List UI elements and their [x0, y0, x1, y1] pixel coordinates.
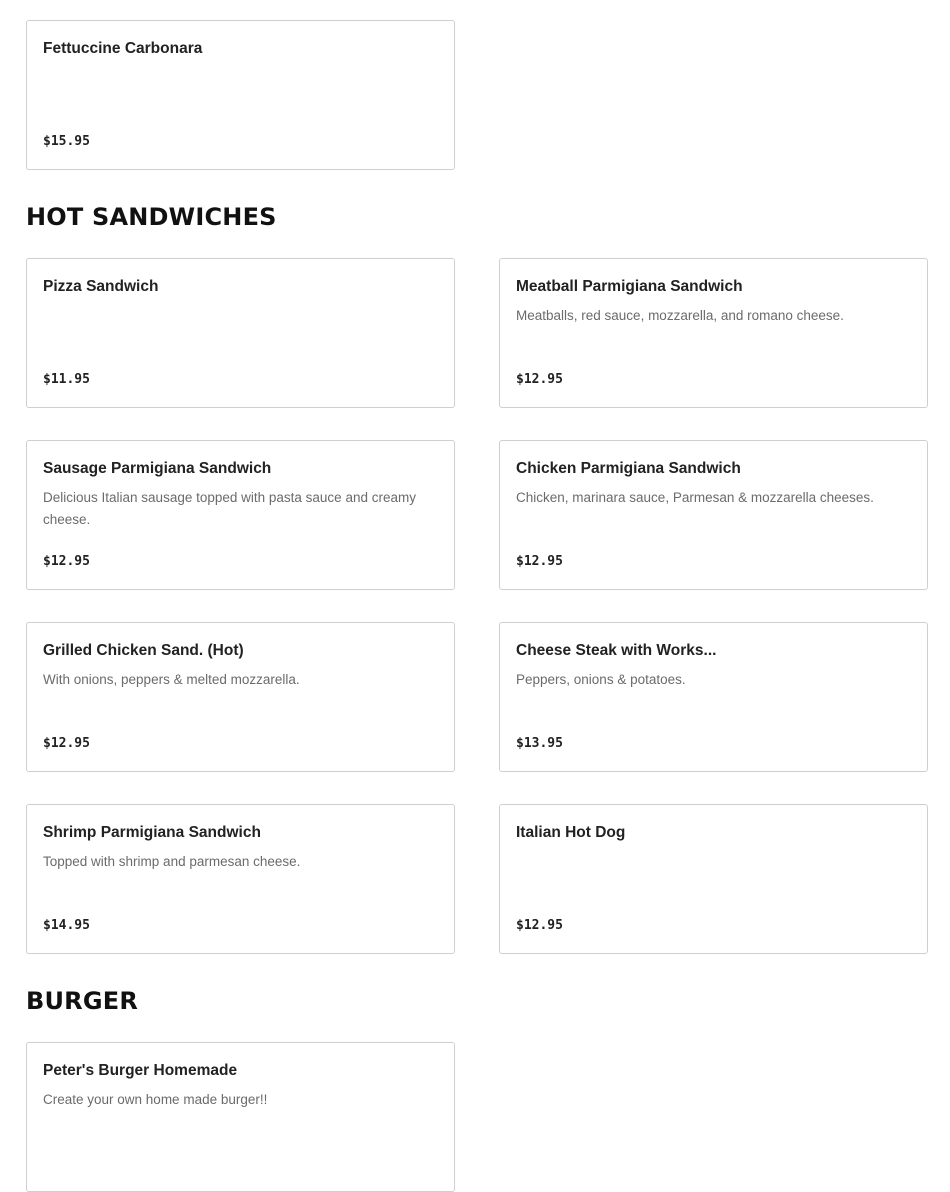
menu-item-price: $15.95	[43, 134, 90, 149]
menu-item-name: Pizza Sandwich	[43, 278, 159, 295]
menu-item-card[interactable]	[26, 20, 455, 170]
menu-item-card[interactable]	[26, 440, 455, 590]
menu-item-card[interactable]	[499, 258, 928, 408]
menu-item-price: $11.95	[43, 372, 90, 387]
section-title-burger: BURGER	[26, 987, 139, 1015]
menu-item-card[interactable]	[26, 804, 455, 954]
menu-item-name: Peter's Burger Homemade	[43, 1062, 238, 1079]
menu-item-price: $12.95	[516, 554, 563, 569]
menu-item-card[interactable]	[26, 622, 455, 772]
menu-item-card[interactable]	[26, 1042, 455, 1192]
menu-item-name: Meatball Parmigiana Sandwich	[516, 278, 743, 295]
menu-item-name: Cheese Steak with Works...	[516, 642, 717, 659]
menu-item-description: Topped with shrimp and parmesan cheese.	[43, 854, 301, 869]
menu-item-description: Meatballs, red sauce, mozzarella, and romano cheese.	[516, 308, 844, 323]
menu-item-price: $12.95	[516, 372, 563, 387]
menu-item-name: Italian Hot Dog	[516, 824, 626, 841]
menu-item-price: $12.95	[516, 918, 563, 933]
menu-item-name: Chicken Parmigiana Sandwich	[516, 460, 741, 477]
menu-item-description: With onions, peppers & melted mozzarella.	[43, 672, 300, 687]
menu-item-card[interactable]	[26, 258, 455, 408]
menu-item-card[interactable]	[499, 440, 928, 590]
menu-item-price: $13.95	[516, 736, 563, 751]
menu-item-name: Fettuccine Carbonara	[43, 40, 203, 57]
menu-item-price: $12.95	[43, 554, 90, 569]
menu-item-description: Peppers, onions & potatoes.	[516, 672, 686, 687]
menu-item-name: Shrimp Parmigiana Sandwich	[43, 824, 261, 841]
menu-item-card[interactable]	[499, 622, 928, 772]
menu-item-price: $14.95	[43, 918, 90, 933]
menu-item-description: Delicious Italian sausage topped with pasta sauce and creamy cheese.	[43, 490, 416, 527]
menu-item-description: Chicken, marinara sauce, Parmesan & mozzarella cheeses.	[516, 490, 874, 505]
menu-item-name: Grilled Chicken Sand. (Hot)	[43, 642, 244, 659]
section-title-hot-sandwiches: HOT SANDWICHES	[26, 203, 277, 231]
menu-item-card[interactable]	[499, 804, 928, 954]
menu-item-name: Sausage Parmigiana Sandwich	[43, 460, 272, 477]
menu-item-description: Create your own home made burger!!	[43, 1092, 268, 1107]
menu-item-price: $12.95	[43, 736, 90, 751]
